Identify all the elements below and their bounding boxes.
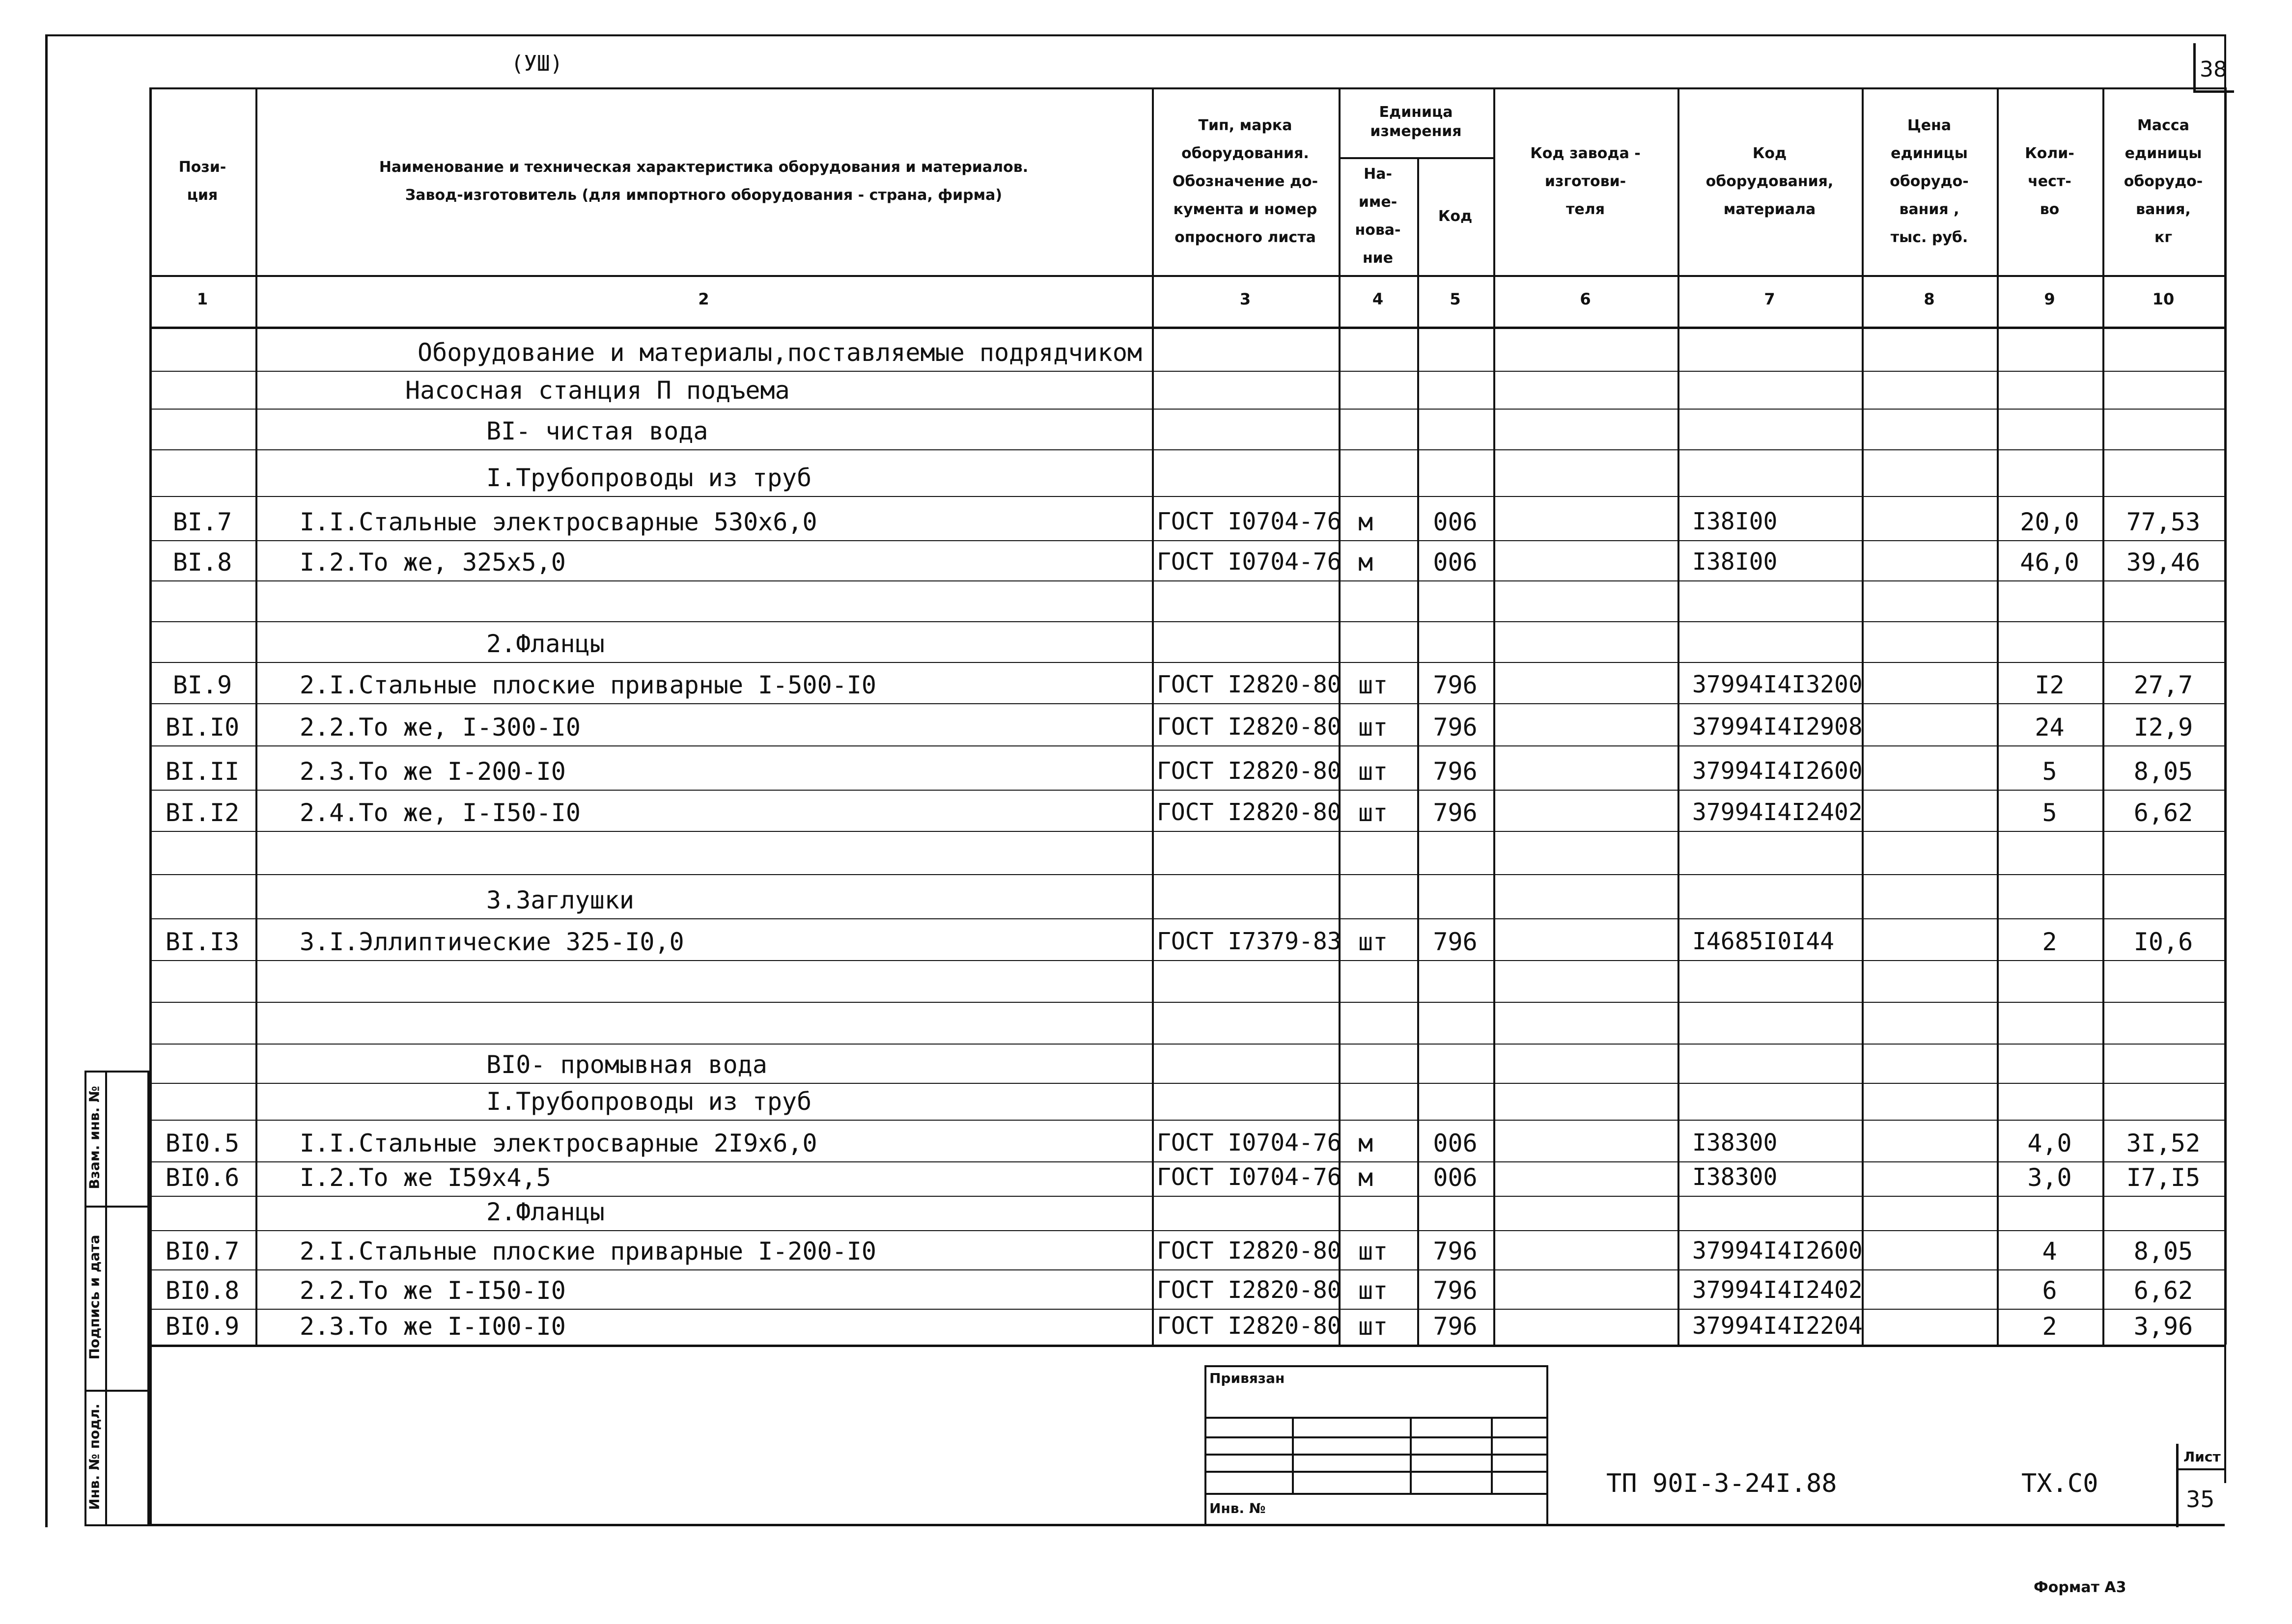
cell-name: I.2.То же, 325x5,0 — [300, 548, 566, 577]
cell-eqcode: 37994I4I2204 — [1692, 1312, 1863, 1340]
column-header: Тип, марка оборудования. Обозначение до- кумента и номер опросного листа — [1172, 116, 1318, 246]
cell-unit: шт — [1358, 928, 1388, 956]
cell-name: 2.3.То же I-I00-I0 — [300, 1312, 566, 1341]
cell-qty: 2 — [2042, 928, 2057, 956]
cell-qty: 2 — [2042, 1312, 2057, 1341]
cell-mass: 6,62 — [2133, 798, 2193, 827]
row-line — [149, 745, 2224, 746]
cell-qty: 3,0 — [2027, 1163, 2072, 1192]
inv-label: Инв. № — [1209, 1500, 1266, 1516]
column-number: 10 — [2152, 290, 2175, 308]
side-stamp-signature: Подпись и дата — [86, 1235, 103, 1360]
cell-unit: шт — [1358, 671, 1388, 699]
cell-unit: м — [1358, 508, 1373, 536]
cell-eqcode: I38300 — [1692, 1163, 1778, 1191]
column-line — [1677, 87, 1679, 1345]
cell-name: 2.2.То же I-I50-I0 — [300, 1276, 566, 1305]
column-line — [1493, 87, 1495, 1345]
row-line — [149, 918, 2224, 919]
row-line — [149, 1269, 2224, 1270]
cell-qty: 46,0 — [2020, 548, 2079, 577]
cell-mass: I0,6 — [2133, 928, 2193, 956]
cell-type: ГОСТ I0704-76 — [1157, 1129, 1342, 1156]
cell-pos: BI.I0 — [165, 713, 240, 742]
column-header: На- име- нова- ние — [1355, 165, 1401, 267]
column-number: 9 — [2044, 290, 2055, 308]
cell-eqcode: 37994I4I3200 — [1692, 671, 1863, 698]
side-stamp-original: Инв. № подл. — [86, 1404, 103, 1510]
row-line — [149, 621, 2224, 622]
column-header: Пози- ция — [178, 159, 226, 204]
row-line — [149, 496, 2224, 497]
cell-unit: шт — [1358, 713, 1388, 742]
row-line — [149, 960, 2224, 961]
cell-name: 2.4.То же, I-I50-I0 — [300, 798, 581, 827]
cell-eqcode: I38I00 — [1692, 508, 1778, 535]
cell-eqcode: I38300 — [1692, 1129, 1778, 1156]
cell-name: 2.I.Стальные плоские приварные I-500-I0 — [300, 671, 876, 699]
row-line — [149, 874, 2224, 875]
top-label: (УШ) — [511, 51, 563, 76]
cell-mass: 8,05 — [2133, 1237, 2193, 1266]
cell-type: ГОСТ I0704-76 — [1157, 548, 1342, 576]
row-line — [149, 1309, 2224, 1310]
format-label: Формат А3 — [2034, 1579, 2126, 1596]
cell-type: ГОСТ I2820-80 — [1157, 757, 1342, 785]
column-header: Наименование и техническая характеристика оборудования и материалов. Завод-изготовитель (для импортного оборудования - страна, фирма) — [379, 159, 1029, 204]
cell-qty: 20,0 — [2020, 508, 2079, 536]
cell-mass: I2,9 — [2133, 713, 2193, 742]
cell-code: 796 — [1433, 713, 1478, 742]
cell-qty: 4,0 — [2027, 1129, 2072, 1157]
cell-pos: BI0.5 — [165, 1129, 240, 1157]
cell-pos: BI.7 — [172, 508, 232, 536]
cell-unit: шт — [1358, 1237, 1388, 1266]
cell-code: 796 — [1433, 1237, 1478, 1266]
cell-type: ГОСТ I2820-80 — [1157, 1312, 1342, 1340]
cell-pos: BI.I2 — [165, 798, 240, 827]
cell-unit: шт — [1358, 1312, 1388, 1341]
row-line — [149, 703, 2224, 704]
unit-group-header: Единица измерения — [1370, 104, 1462, 140]
cell-type: ГОСТ I2820-80 — [1157, 713, 1342, 741]
top-right-number: 38 — [2200, 57, 2227, 82]
row-line — [149, 1083, 2224, 1084]
row-line — [149, 831, 2224, 832]
sheet-label: Лист — [2183, 1449, 2221, 1465]
cell-code: 796 — [1433, 757, 1478, 786]
row-line — [149, 409, 2224, 410]
row-line — [149, 449, 2224, 450]
row-line — [149, 662, 2224, 663]
cell-qty: 4 — [2042, 1237, 2057, 1266]
cell-name: I.Трубопроводы из труб — [486, 464, 812, 492]
cell-mass: 3I,52 — [2126, 1129, 2201, 1157]
cell-code: 796 — [1433, 798, 1478, 827]
cell-pos: BI.8 — [172, 548, 232, 577]
cell-pos: BI0.9 — [165, 1312, 240, 1341]
doc-code: ТП 90I-3-24I.88 — [1606, 1469, 1837, 1498]
row-line — [149, 1230, 2224, 1231]
cell-name: I.I.Стальные электросварные 2I9x6,0 — [300, 1129, 817, 1157]
cell-name: I.2.То же I59x4,5 — [300, 1163, 551, 1192]
cell-type: ГОСТ I0704-76 — [1157, 508, 1342, 535]
cell-mass: 27,7 — [2133, 671, 2193, 699]
column-header: Цена единицы оборудо- вания , тыс. руб. — [1890, 116, 1969, 246]
linked-label: Привязан — [1209, 1370, 1285, 1386]
column-number: 2 — [698, 290, 709, 308]
cell-unit: м — [1358, 1129, 1373, 1157]
cell-name: I.I.Стальные электросварные 530x6,0 — [300, 508, 817, 536]
row-line — [149, 1196, 2224, 1197]
column-header: Код завода - изготови- теля — [1530, 144, 1641, 218]
cell-type: ГОСТ I2820-80 — [1157, 798, 1342, 826]
cell-name: 2.3.То же I-200-I0 — [300, 757, 566, 786]
cell-mass: 6,62 — [2133, 1276, 2193, 1305]
cell-pos: BI.9 — [172, 671, 232, 699]
cell-code: 796 — [1433, 1276, 1478, 1305]
cell-type: ГОСТ I2820-80 — [1157, 1237, 1342, 1265]
cell-pos: BI0.6 — [165, 1163, 240, 1192]
cell-name: Насосная станция П подъема — [405, 376, 790, 405]
cell-code: 006 — [1433, 1129, 1478, 1157]
column-number: 4 — [1372, 290, 1384, 308]
cell-eqcode: 37994I4I2402 — [1692, 798, 1863, 826]
cell-code: 796 — [1433, 1312, 1478, 1341]
cell-eqcode: 37994I4I2600 — [1692, 1237, 1863, 1265]
column-number: 1 — [196, 290, 208, 308]
cell-code: 006 — [1433, 1163, 1478, 1192]
cell-qty: 24 — [2035, 713, 2065, 742]
row-line — [149, 1120, 2224, 1121]
column-number: 8 — [1924, 290, 1935, 308]
cell-unit: шт — [1358, 1276, 1388, 1305]
row-line — [149, 1161, 2224, 1162]
column-line — [255, 87, 257, 1345]
cell-eqcode: 37994I4I2908 — [1692, 713, 1863, 741]
cell-mass: 8,05 — [2133, 757, 2193, 786]
column-header: Код оборудования, материала — [1705, 144, 1834, 218]
cell-eqcode: 37994I4I2600 — [1692, 757, 1863, 785]
cell-eqcode: I4685I0I44 — [1692, 928, 1834, 955]
cell-name: BI0- промывная вода — [486, 1050, 767, 1079]
cell-type: ГОСТ I2820-80 — [1157, 1276, 1342, 1304]
cell-mass: 39,46 — [2126, 548, 2201, 577]
cell-pos: BI.I3 — [165, 928, 240, 956]
column-header: Коли- чест- во — [2025, 144, 2074, 218]
cell-type: ГОСТ I7379-83 — [1157, 928, 1342, 955]
cell-mass: 77,53 — [2126, 508, 2201, 536]
row-line — [149, 790, 2224, 791]
cell-name: 3.I.Эллиптические 325-I0,0 — [300, 928, 684, 956]
cell-pos: BI0.8 — [165, 1276, 240, 1305]
column-header: Масса единицы оборудо- вания, кг — [2124, 116, 2203, 246]
column-number: 5 — [1450, 290, 1461, 308]
cell-code: 796 — [1433, 928, 1478, 956]
row-line — [149, 580, 2224, 581]
cell-qty: 5 — [2042, 798, 2057, 827]
title-block — [149, 1345, 2225, 1526]
cell-name: 2.2.То же, I-300-I0 — [300, 713, 581, 742]
cell-name: BI- чистая вода — [486, 417, 708, 445]
row-line — [149, 1044, 2224, 1045]
cell-code: 796 — [1433, 671, 1478, 699]
cell-unit: м — [1358, 548, 1373, 577]
header-bottom-line — [149, 275, 2224, 277]
side-stamp-replace: Взам. инв. № — [86, 1086, 103, 1189]
cell-name: I.Трубопроводы из труб — [486, 1087, 812, 1116]
number-row-line — [149, 327, 2224, 329]
column-line — [1152, 87, 1154, 1345]
row-line — [149, 540, 2224, 541]
cell-qty: 6 — [2042, 1276, 2057, 1305]
cell-name: 3.Заглушки — [486, 886, 635, 914]
sheet-number: 35 — [2186, 1486, 2215, 1513]
cell-mass: 3,96 — [2133, 1312, 2193, 1341]
doc-mark: ТХ.С0 — [2021, 1469, 2098, 1498]
cell-name: 2.I.Стальные плоские приварные I-200-I0 — [300, 1237, 876, 1266]
cell-type: ГОСТ I0704-76 — [1157, 1163, 1342, 1191]
column-header: Код — [1438, 207, 1473, 225]
row-line — [149, 1345, 2224, 1346]
cell-eqcode: I38I00 — [1692, 548, 1778, 576]
cell-type: ГОСТ I2820-80 — [1157, 671, 1342, 698]
cell-qty: 5 — [2042, 757, 2057, 786]
cell-code: 006 — [1433, 508, 1478, 536]
row-line — [149, 371, 2224, 372]
cell-pos: BI.II — [165, 757, 240, 786]
column-number: 6 — [1580, 290, 1591, 308]
cell-name: 2.Фланцы — [486, 630, 605, 658]
cell-name: 2.Фланцы — [486, 1198, 605, 1226]
cell-code: 006 — [1433, 548, 1478, 577]
cell-pos: BI0.7 — [165, 1237, 240, 1266]
column-line — [2224, 87, 2227, 1345]
cell-unit: шт — [1358, 798, 1388, 827]
cell-name: Оборудование и материалы,поставляемые подрядчиком — [418, 338, 1143, 367]
cell-mass: I7,I5 — [2126, 1163, 2201, 1192]
cell-unit: шт — [1358, 757, 1388, 786]
row-line — [149, 1002, 2224, 1003]
column-number: 3 — [1239, 290, 1251, 308]
cell-eqcode: 37994I4I2402 — [1692, 1276, 1863, 1304]
cell-unit: м — [1358, 1163, 1373, 1192]
column-number: 7 — [1764, 290, 1775, 308]
cell-qty: I2 — [2035, 671, 2065, 699]
